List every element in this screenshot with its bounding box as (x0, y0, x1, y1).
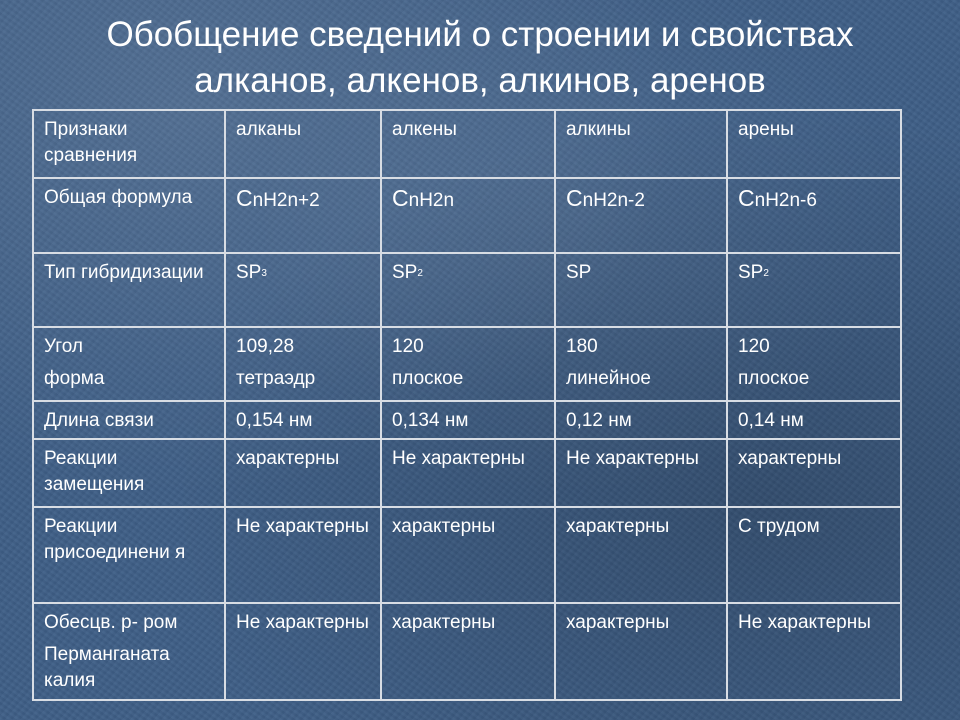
cell-hybridization-alkanes (225, 253, 381, 327)
formula-rest: nH2n+2 (252, 190, 320, 211)
cell-decolor-alkanes: Не характерны (225, 603, 381, 700)
cell-hybridization-arenes (727, 253, 901, 327)
cell-alkanes-header: алканы (225, 110, 381, 178)
cell-angle-alkanes (225, 327, 381, 401)
cell-bond-length-label: Длина связи (33, 401, 225, 439)
hybridization-superscript: 3 (261, 268, 267, 279)
cell-alkynes-header: алкины (555, 110, 727, 178)
hybridization-base: SP (738, 262, 764, 283)
title-line-1: Обобщение сведений о строении и свойствах (106, 15, 854, 54)
cell-addition-alkynes: характерны (555, 507, 727, 603)
table-row-hybridization (33, 253, 901, 327)
cell-decolor-label (33, 603, 225, 700)
decolor-label-2: Перманганата калия (44, 644, 170, 691)
hybridization-superscript: 2 (417, 268, 423, 279)
hybridization-base: SP (392, 262, 418, 283)
cell-substitution-label: Реакции замещения (33, 439, 225, 507)
cell-formula-alkynes (555, 178, 727, 253)
cell-decolor-alkenes: характерны (381, 603, 555, 700)
angle-value: 180 (566, 336, 598, 357)
shape-value: тетраэдр (236, 368, 316, 389)
table-row-angle (33, 327, 901, 401)
table-row-addition (33, 507, 901, 603)
table-row-decolor (33, 603, 901, 700)
shape-value: линейное (566, 368, 651, 389)
formula-rest: nH2n-6 (754, 190, 817, 211)
hybridization-base: SP (566, 262, 592, 283)
cell-hybridization-alkenes (381, 253, 555, 327)
cell-angle-alkynes (555, 327, 727, 401)
cell-substitution-arenes: характерны (727, 439, 901, 507)
shape-value: плоское (738, 368, 810, 389)
cell-formula-arenes (727, 178, 901, 253)
cell-substitution-alkanes: характерны (225, 439, 381, 507)
cell-formula-alkenes (381, 178, 555, 253)
table-row-header (33, 110, 901, 178)
table-row-substitution (33, 439, 901, 507)
table-row-formula (33, 178, 901, 253)
title-line-2: алканов, алкенов, алкинов, аренов (194, 61, 766, 100)
formula-carbon: С (392, 185, 409, 211)
cell-formula-label: Общая формула (33, 178, 225, 253)
decolor-label-1: Обесцв. р- ром (44, 612, 178, 633)
cell-hybridization-alkynes (555, 253, 727, 327)
angle-value: 120 (738, 336, 770, 357)
cell-bond-length-alkynes: 0,12 нм (555, 401, 727, 439)
cell-formula-alkanes (225, 178, 381, 253)
cell-bond-length-arenes: 0,14 нм (727, 401, 901, 439)
cell-hybridization-label: Тип гибридизации (33, 253, 225, 327)
hybridization-superscript: 2 (763, 268, 769, 279)
cell-decolor-alkynes: характерны (555, 603, 727, 700)
shape-label: форма (44, 368, 105, 389)
angle-label: Угол (44, 336, 83, 357)
comparison-table (32, 109, 902, 701)
angle-value: 120 (392, 336, 424, 357)
cell-bond-length-alkenes: 0,134 нм (381, 401, 555, 439)
cell-decolor-arenes: Не характерны (727, 603, 901, 700)
cell-angle-arenes (727, 327, 901, 401)
cell-feature-header: Признаки сравнения (33, 110, 225, 178)
cell-addition-arenes: С трудом (727, 507, 901, 603)
shape-value: плоское (392, 368, 464, 389)
cell-alkenes-header: алкены (381, 110, 555, 178)
formula-rest: nH2n (408, 190, 455, 211)
cell-addition-alkanes: Не характерны (225, 507, 381, 603)
cell-bond-length-alkanes: 0,154 нм (225, 401, 381, 439)
formula-carbon: С (236, 185, 253, 211)
formula-carbon: С (566, 185, 583, 211)
cell-angle-alkenes (381, 327, 555, 401)
cell-arenes-header: арены (727, 110, 901, 178)
formula-rest: nH2n-2 (582, 190, 645, 211)
cell-substitution-alkynes: Не характерны (555, 439, 727, 507)
cell-addition-label: Реакции присоединени я (33, 507, 225, 603)
table-row-bond-length (33, 401, 901, 439)
formula-carbon: С (738, 185, 755, 211)
cell-angle-label (33, 327, 225, 401)
angle-value: 109,28 (236, 336, 295, 357)
hybridization-base: SP (236, 262, 262, 283)
cell-substitution-alkenes: Не характерны (381, 439, 555, 507)
slide-title (0, 12, 960, 104)
cell-addition-alkenes: характерны (381, 507, 555, 603)
